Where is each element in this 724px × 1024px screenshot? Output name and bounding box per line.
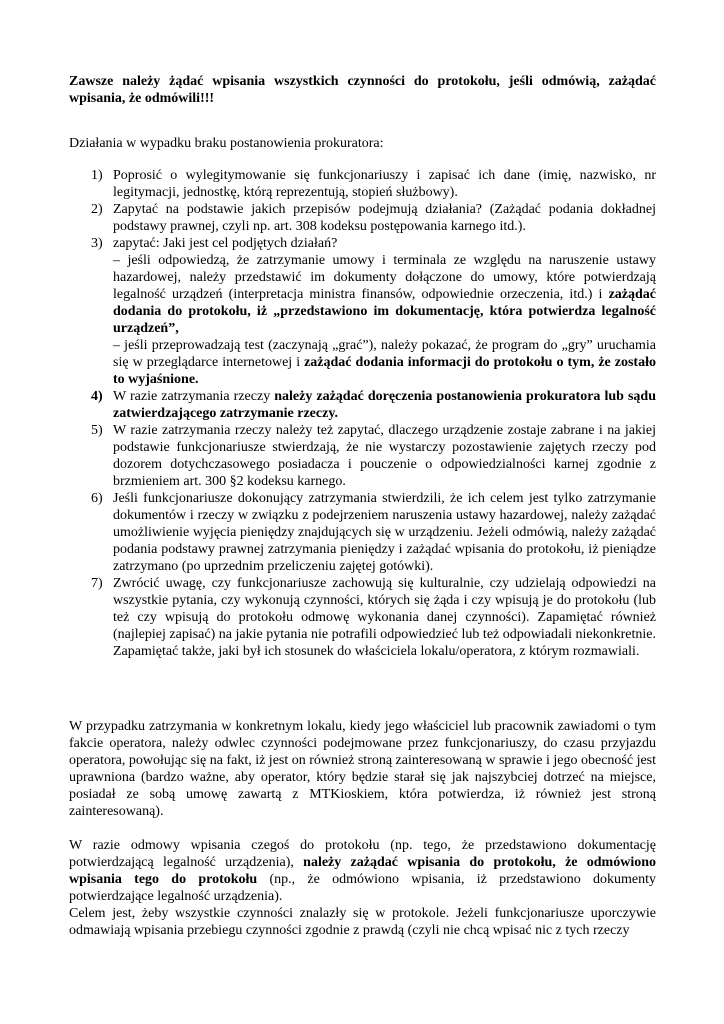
intro-line: Działania w wypadku braku postanowienia prokuratora: [69, 136, 384, 151]
steps-list [69, 167, 656, 660]
paragraph-refusal-bold: należy zażądać wpisania do protokołu, że odmówiono wpisania tego do protokołu [69, 855, 656, 887]
list-item-text: Zapytać na podstawie jakich przepisów podejmują działania? (Zażądać podania dokładnej podstawy prawnej, czyli np. art. 308 kodeksu postępowania karnego itd.). [113, 202, 656, 234]
paragraph-operator: W przypadku zatrzymania w konkretnym lokalu, kiedy jego właściciel lub pracownik zawiadomi o tym fakcie operatora, należy odwlec czynności podejmowane przez funkcjonariuszy, do czasu przyjazdu operatora, powołując się na fakt, iż jest on również stroną zainteresowaną w sprawie i jego obecność jest uprawniona (bardzo ważne, aby operator, który będzie starał się jak najszybciej dotrzeć na miejsce, posiadał ze sobą umowę zawartą z MTKioskiem, która potwierdza, iż również jest stroną zainteresowaną). [69, 719, 657, 819]
list-item-text: Jeśli funkcjonariusze dokonujący zatrzymania stwierdzili, że ich celem jest tylko zatrzymanie dokumentów i rzeczy w związku z podejrzeniem naruszenia ustawy hazardowej, należy zażądać umożliwienie wyjęcia pieniędzy znajdujących się w urządzeniu. Jeżeli odmówią, należy zażądać podania podstawy prawnej zatrzymania pieniędzy i zażądać wpisania do protokołu, iż pieniądze zatrzymano (po uprzednim przeliczeniu zajętej gotówki). [113, 491, 656, 574]
list-item-answer-1: – jeśli odpowiedzą, że zatrzymanie umowy i terminala ze względu na naruszenie ustawy hazardowej, należy przedstawić im dokumenty dołączone do umowy, które potwierdzają legalność urządzeń (interpretacja ministra finansów, odpowiednie orzeczenia, itd.) i [113, 253, 656, 302]
list-number: 3) [91, 236, 103, 251]
list-item-text: Poprosić o wylegitymowanie się funkcjonariuszy i zapisać ich dane (imię, nazwisko, nr legitymacji, jednostkę, którą reprezentują, stopień służbowy). [113, 168, 656, 200]
list-item-answer-1-bold: zażądać dodania do protokołu, iż „przedstawiono im dokumentację, która potwierdza legalność urządzeń”, [113, 287, 656, 336]
list-item [69, 575, 656, 660]
list-item-text: W razie zatrzymania rzeczy należy też zapytać, dlaczego urządzenie zostaje zabrane i na jakiej podstawie funkcjonariusze stwierdzają, że nie wystarczy pozostawienie zajętych rzeczy pod dozorem dotychczasowego posiadacza i pouczenie o odpowiedzialności karnej zgodnie z brzmieniem art. 300 §2 kodeksu karnego. [113, 423, 656, 489]
list-item-text: W razie zatrzymania rzeczy [113, 389, 275, 404]
paragraph-refusal [69, 837, 656, 939]
list-number: 7) [91, 576, 103, 591]
list-number: 4) [91, 389, 103, 404]
list-number: 6) [91, 491, 103, 506]
list-number: 2) [91, 202, 103, 217]
list-item [69, 490, 656, 575]
list-number: 5) [91, 423, 103, 438]
list-item [69, 167, 656, 201]
list-item-answer-2: – jeśli przeprowadzają test (zaczynają „grać”), należy pokazać, że program do „gry” uruchamia się w przeglądarce internetowej i [113, 338, 656, 370]
paragraph-refusal-text: W razie odmowy wpisania czegoś do protokołu (np. tego, że przedstawiono dokumentację potwierdzającą legalność urządzenia), [69, 838, 656, 870]
list-item-bold-text: należy zażądać doręczenia postanowienia prokuratora lub sądu zatwierdzającego zatrzymanie rzeczy. [113, 389, 656, 421]
list-item-answer-2-bold: zażądać dodania informacji do protokołu o tym, że zostało to wyjaśnione. [113, 355, 656, 387]
warning-header: Zawsze należy żądać wpisania wszystkich czynności do protokołu, jeśli odmówią, zażądać wpisania, że odmówili!!! [69, 74, 656, 106]
paragraph-goal-text: Celem jest, żeby wszystkie czynności znalazły się w protokole. Jeżeli funkcjonariusze uporczywie odmawiają wpisania przebiegu czynności zgodnie z prawdą (czyli nie chcą wpisać nic z tych rzeczy [69, 906, 656, 938]
paragraph-refusal-post: (np., że odmówiono wpisania, iż przedstawiono dokumenty potwierdzające legalność urządzenia). [69, 872, 656, 904]
list-item [69, 201, 656, 235]
list-item [69, 422, 656, 490]
list-item-text: Zwrócić uwagę, czy funkcjonariusze zachowują się kulturalnie, czy udzielają odpowiedzi na wszystkie pytania, czy wykonują czynności, których się żąda i czy wpisują je do protokołu (lub też czy wpisują do protokołu odmowę wykonania danej czynności). Zapamiętać również (najlepiej zapisać) na jakie pytania nie potrafili odpowiedzieć lub też odpowiadali niekonkretnie. Zapamiętać także, jaki był ich stosunek do właściciela lokalu/operatora, z którym rozmawiali. [113, 576, 656, 659]
list-item-question: zapytać: Jaki jest cel podjętych działań? [113, 236, 338, 251]
list-item [69, 388, 656, 422]
list-item [69, 235, 656, 388]
list-number: 1) [91, 168, 103, 183]
